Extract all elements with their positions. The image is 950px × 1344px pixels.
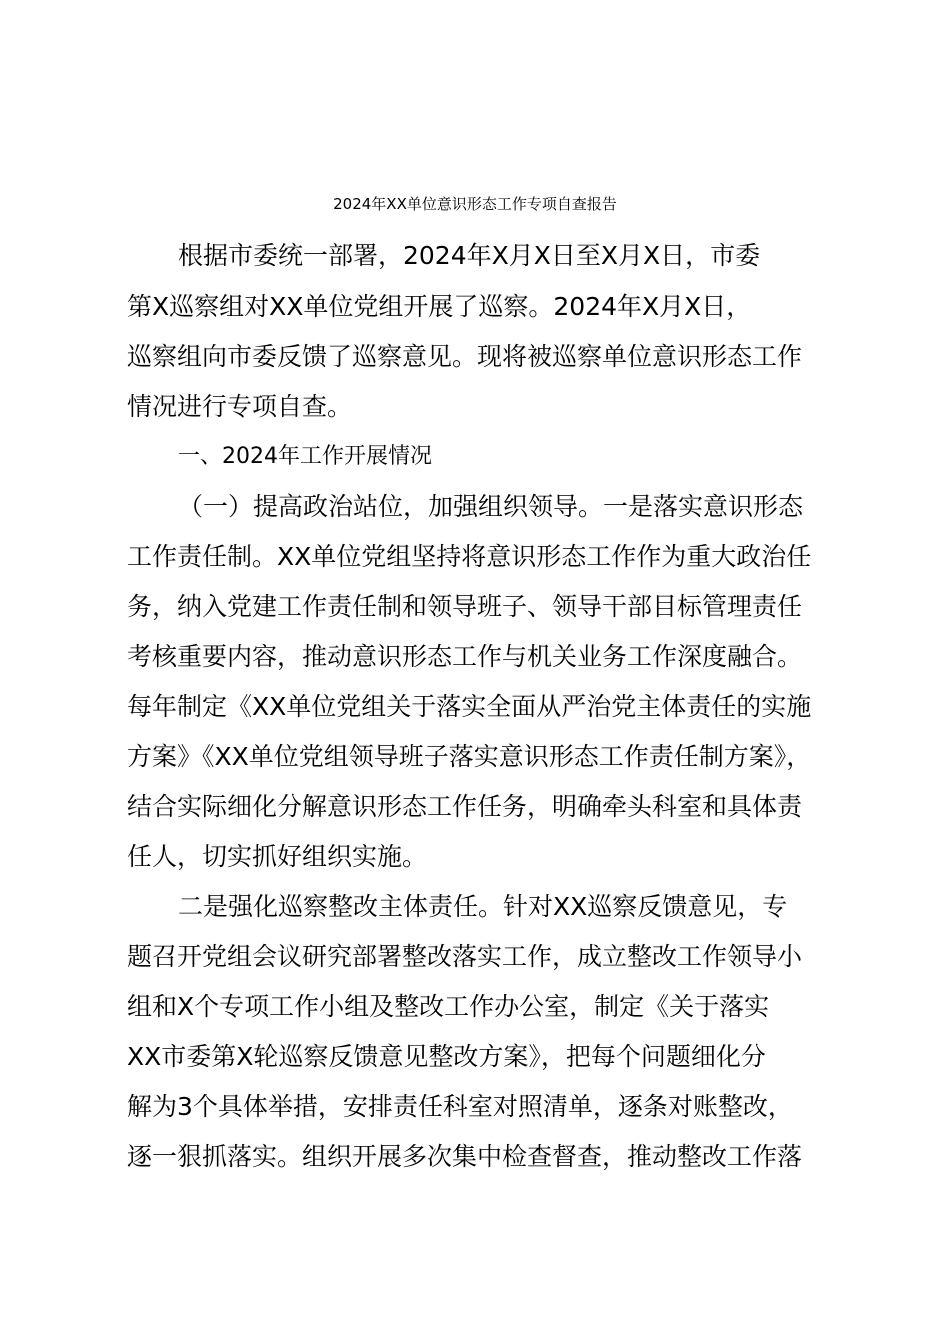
paragraph-line: 工作责任制。XX单位党组坚持将意识形态工作作为重大政治任 xyxy=(127,542,812,571)
paragraph-line: 结合实际细化分解意识形态工作任务，明确牵头科室和具体责 xyxy=(127,792,803,821)
paragraph-line: 考核重要内容，推动意识形态工作与机关业务工作深度融合。 xyxy=(127,642,803,671)
document-title: 2024年XX单位意识形态工作专项自查报告 xyxy=(333,195,617,213)
paragraph-line: （一）提高政治站位，加强组织领导。一是落实意识形态 xyxy=(178,492,804,521)
paragraph-line: 情况进行专项自查。 xyxy=(127,392,353,421)
paragraph-line: XX市委第X轮巡察反馈意见整改方案》，把每个问题细化分 xyxy=(127,1042,766,1071)
paragraph-line: 方案》《XX单位党组领导班子落实意识形态工作责任制方案》， xyxy=(127,742,812,771)
paragraph-line: 组和X个专项工作小组及整改工作办公室，制定《关于落实 xyxy=(127,992,770,1021)
section-heading: 一、2024年工作开展情况 xyxy=(178,444,432,469)
paragraph-line: 根据市委统一部署，2024年X月X日至X月X日，市委 xyxy=(178,241,761,270)
paragraph-line: 二是强化巡察整改主体责任。针对XX巡察反馈意见，专 xyxy=(178,892,788,921)
paragraph-line: 逐一狠抓落实。组织开展多次集中检查督查，推动整改工作落 xyxy=(127,1142,803,1171)
paragraph-line: 巡察组向市委反馈了巡察意见。现将被巡察单位意识形态工作 xyxy=(127,342,803,371)
paragraph-line: 解为3个具体举措，安排责任科室对照清单，逐条对账整改， xyxy=(127,1092,793,1121)
paragraph-line: 务，纳入党建工作责任制和领导班子、领导干部目标管理责任 xyxy=(127,592,803,621)
paragraph-line: 第X巡察组对XX单位党组开展了巡察。2024年X月X日， xyxy=(127,292,752,321)
paragraph-line: 每年制定《XX单位党组关于落实全面从严治党主体责任的实施 xyxy=(127,692,812,721)
paragraph-line: 任人，切实抓好组织实施。 xyxy=(127,842,428,871)
paragraph-line: 题召开党组会议研究部署整改落实工作，成立整改工作领导小 xyxy=(127,942,803,971)
